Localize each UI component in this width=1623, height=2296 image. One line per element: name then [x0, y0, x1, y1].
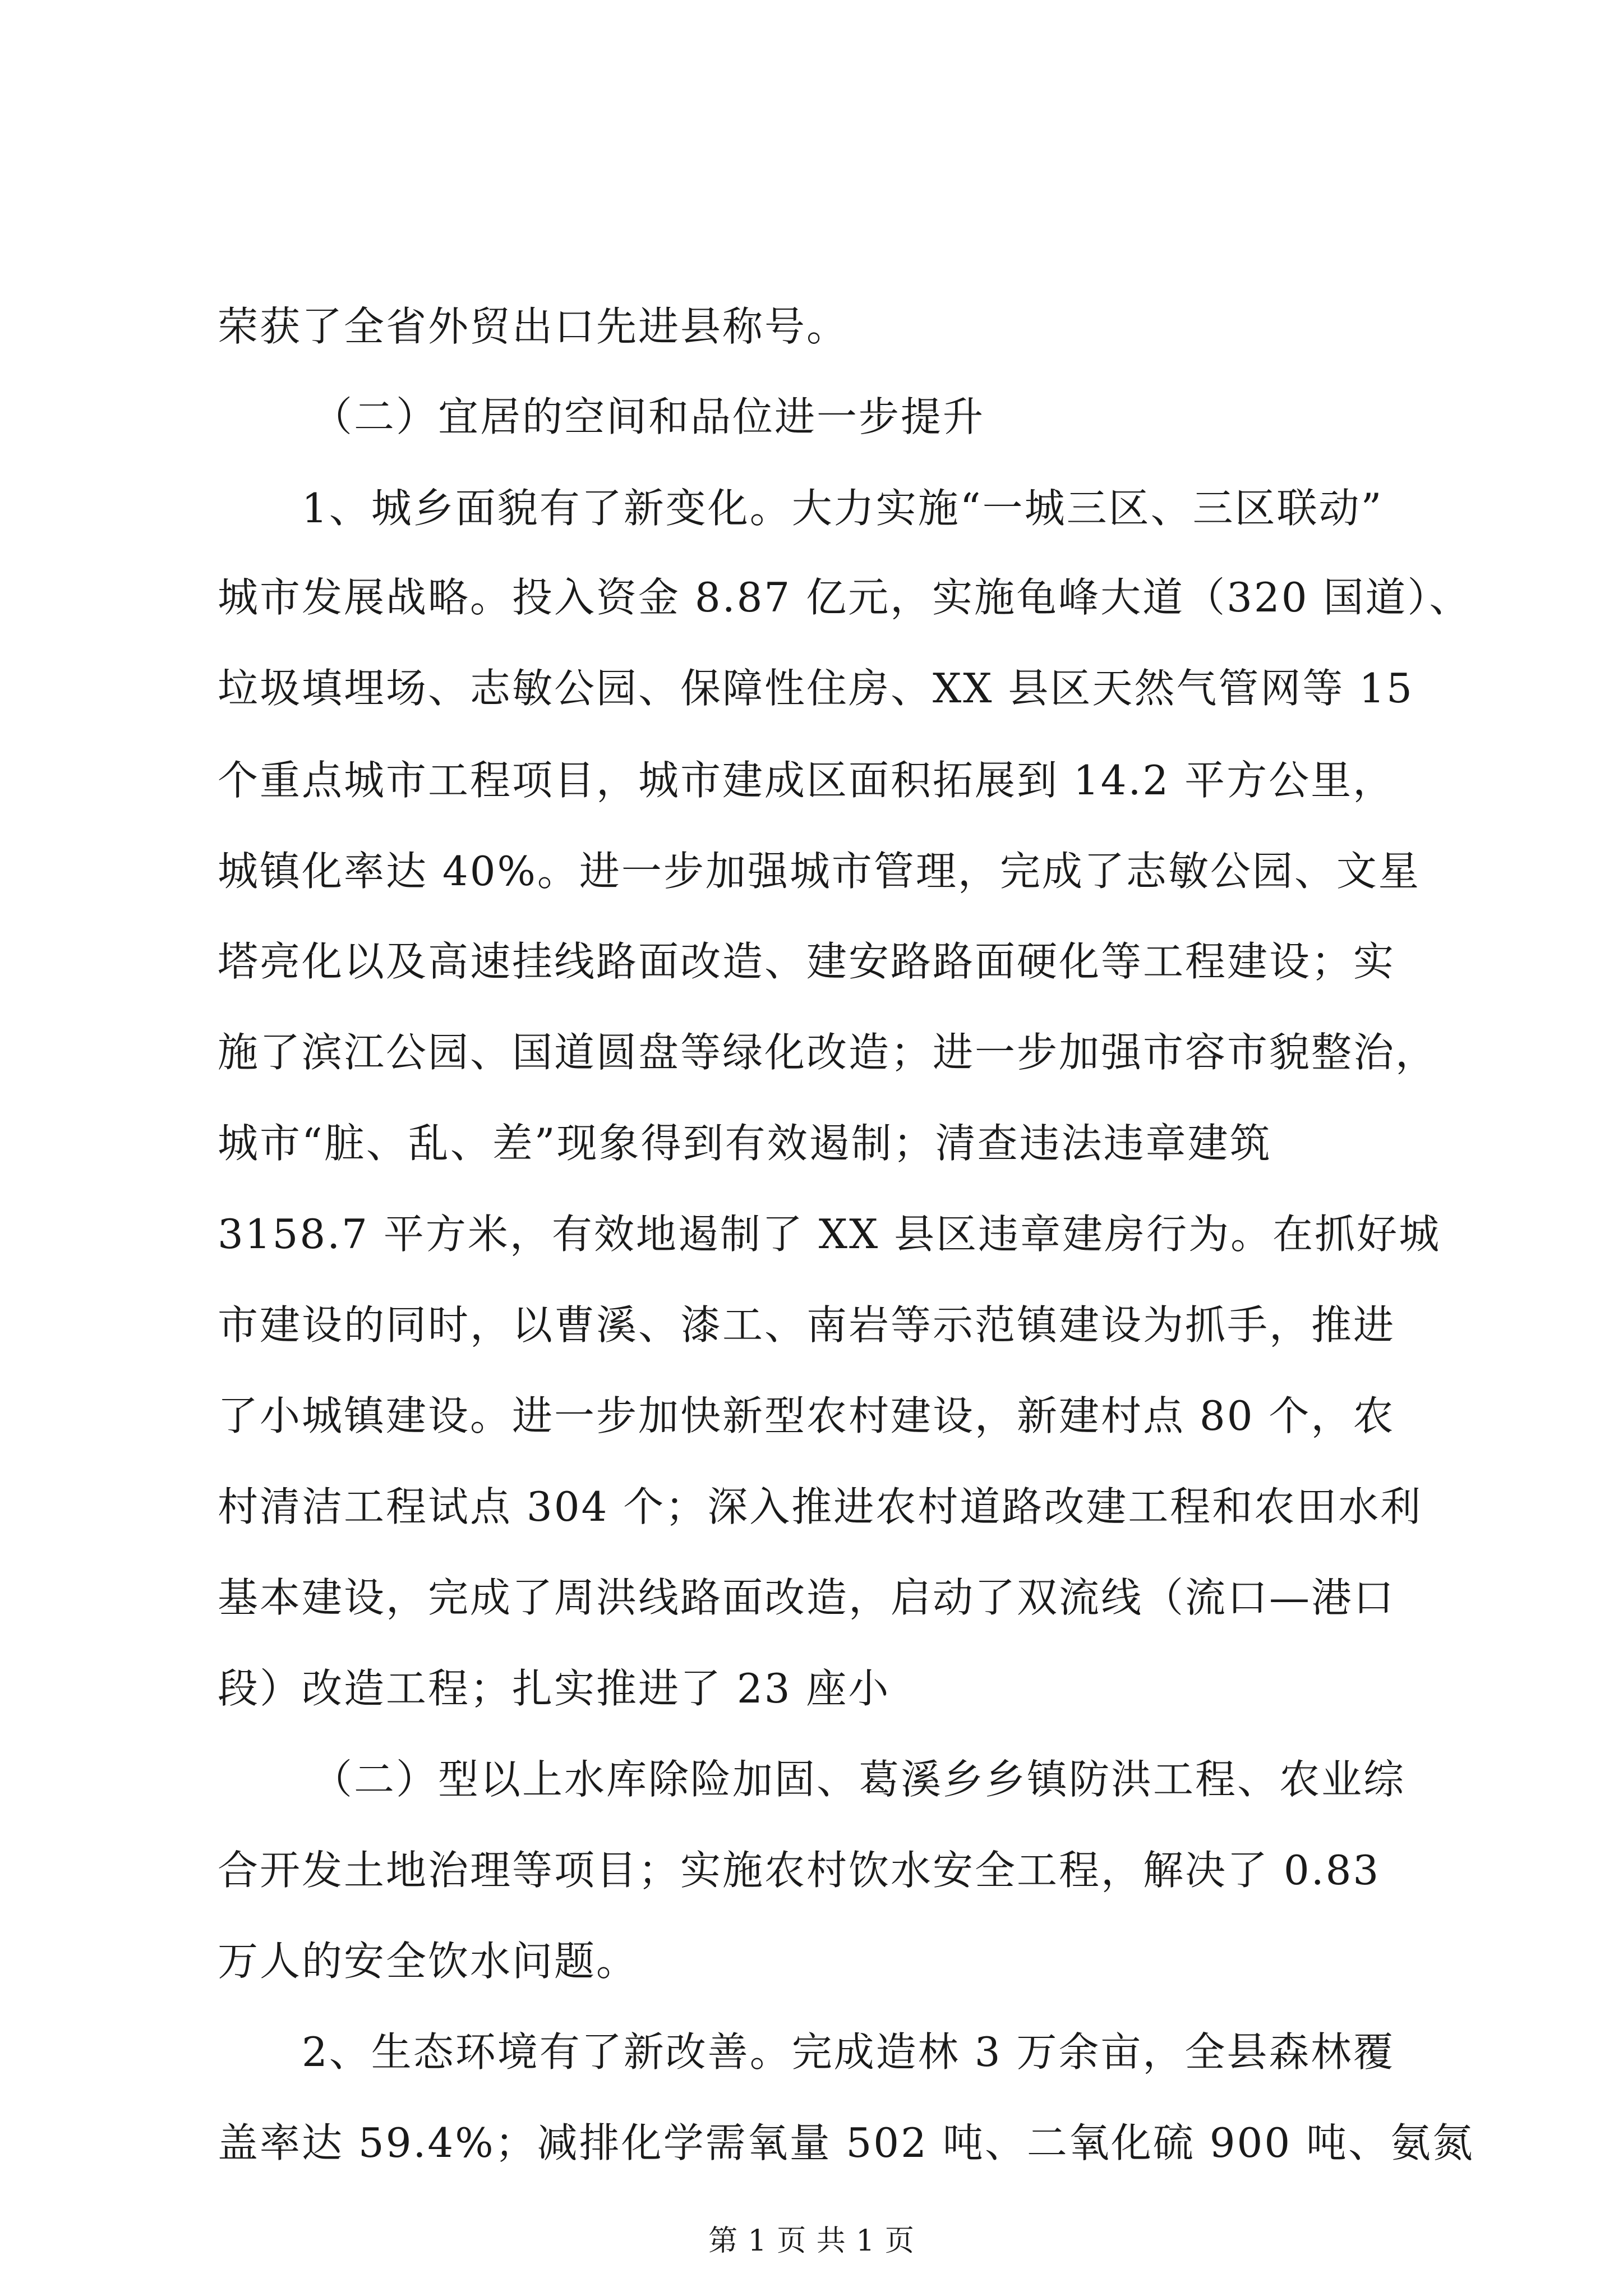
- text-line-11: 3158.7 平方米，有效地遏制了 XX 县区违章建房行为。在抓好城: [218, 1211, 1441, 1258]
- text-line-9: 施了滨江公园、国道圆盘等绿化改造；进一步加强市容市貌整治，: [218, 1029, 1438, 1076]
- text-line-13: 了小城镇建设。进一步加快新型农村建设，新建村点 80 个，农: [218, 1392, 1395, 1439]
- text-line-18: 合开发土地治理等项目；实施农村饮水安全工程，解决了 0.83: [218, 1847, 1381, 1894]
- text-line-10: 城市“脏、乱、差”现象得到有效遏制；清查违法违章建筑: [218, 1120, 1272, 1167]
- section-heading-2: （二）宜居的空间和品位进一步提升: [312, 393, 985, 440]
- text-line-12: 市建设的同时，以曹溪、漆工、南岩等示范镇建设为抓手，推进: [218, 1301, 1396, 1349]
- text-line-1: 荣获了全省外贸出口先进县称号。: [218, 303, 849, 350]
- text-line-6: 个重点城市工程项目，城市建成区面积拓展到 14.2 平方公里，: [218, 757, 1395, 804]
- text-line-4: 城市发展战略。投入资金 8.87 亿元，实施龟峰大道（320 国道）、: [218, 574, 1472, 621]
- text-line-5: 垃圾填埋场、志敏公园、保障性住房、XX 县区天然气管网等 15: [218, 665, 1414, 712]
- text-line-3: 1、城乡面貌有了新变化。大力实施“一城三区、三区联动”: [302, 485, 1384, 532]
- text-line-14: 村清洁工程试点 304 个；深入推进农村道路改建工程和农田水利: [218, 1483, 1423, 1530]
- text-line-8: 塔亮化以及高速挂线路面改造、建安路路面硬化等工程建设；实: [218, 938, 1396, 985]
- page-footer: 第 1 页 共 1 页: [708, 2224, 915, 2258]
- text-line-20: 2、生态环境有了新改善。完成造林 3 万余亩，全县森林覆: [302, 2028, 1395, 2076]
- text-line-15: 基本建设，完成了周洪线路面改造，启动了双流线（流口—港口: [218, 1574, 1396, 1621]
- text-line-21: 盖率达 59.4%；减排化学需氧量 502 吨、二氧化硫 900 吨、氨氮: [218, 2119, 1475, 2166]
- text-line-7: 城镇化率达 40%。进一步加强城市管理，完成了志敏公园、文星: [218, 848, 1421, 895]
- text-line-17: （二）型以上水库除险加固、葛溪乡乡镇防洪工程、农业综: [312, 1756, 1406, 1803]
- text-line-16: 段）改造工程；扎实推进了 23 座小: [218, 1665, 891, 1712]
- text-line-19: 万人的安全饮水问题。: [218, 1938, 639, 1985]
